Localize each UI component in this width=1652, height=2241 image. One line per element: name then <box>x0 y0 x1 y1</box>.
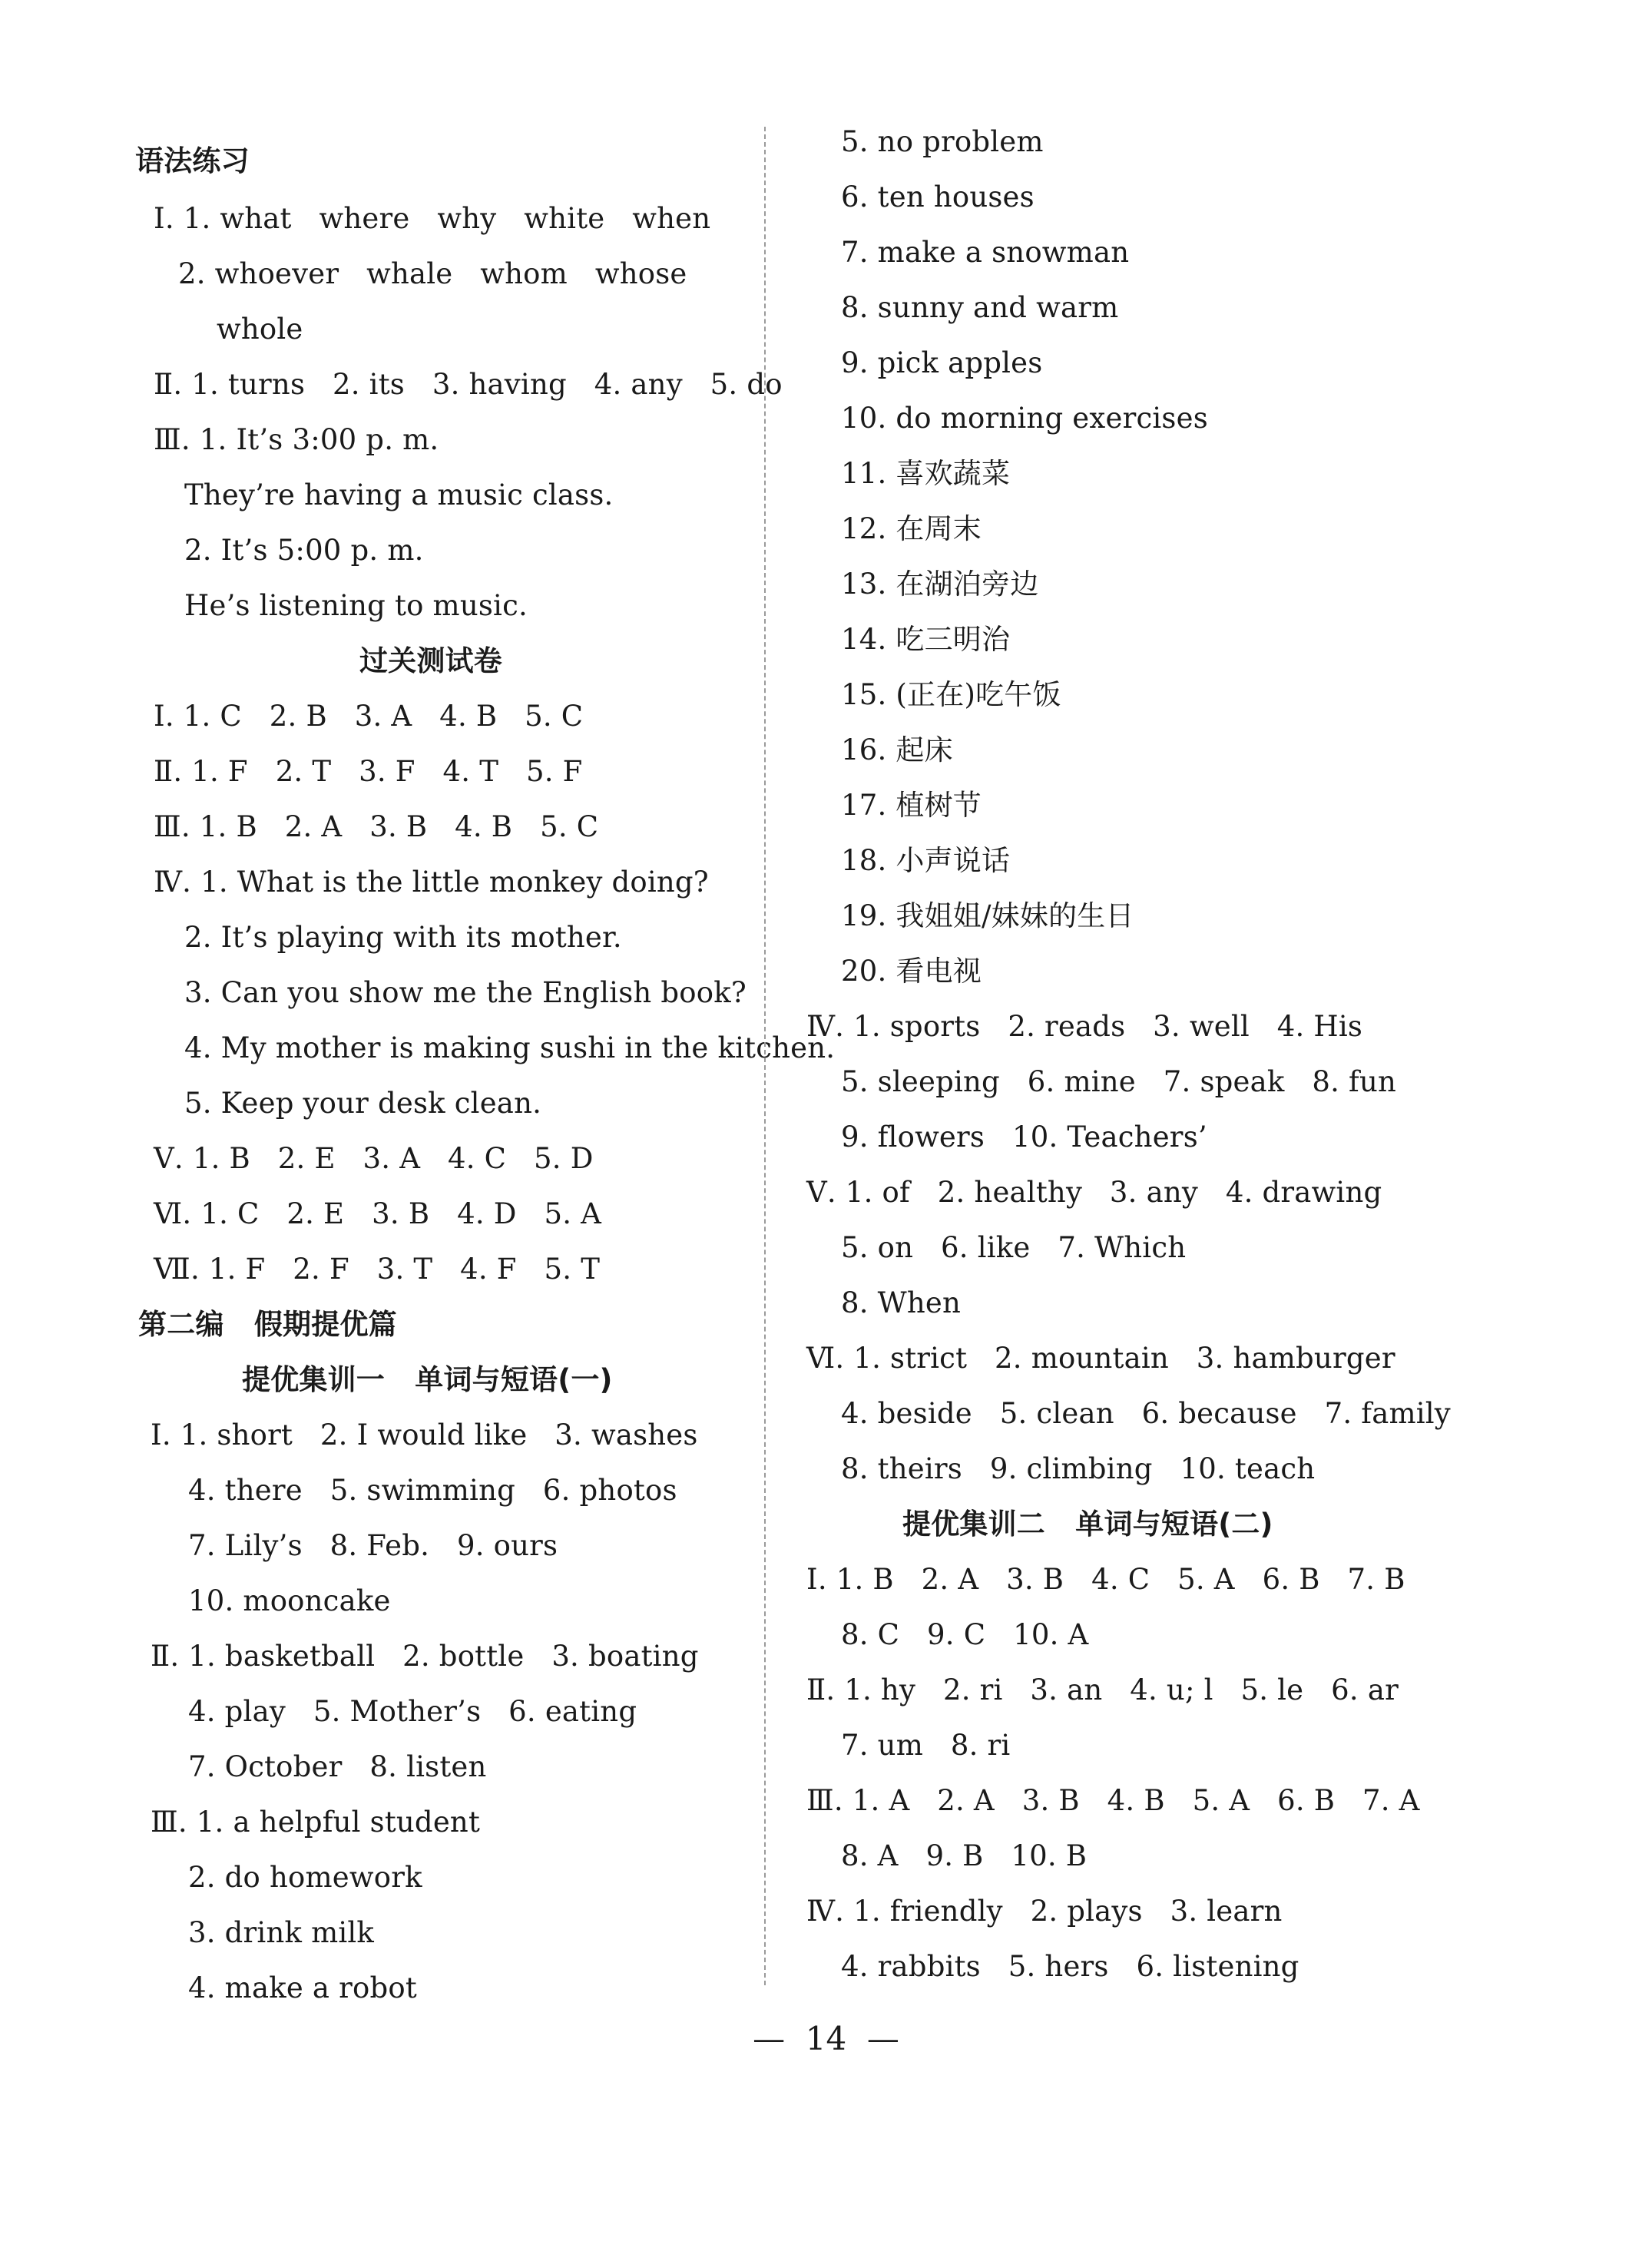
answer-line: Ⅱ. 1. basketball 2. bottle 3. boating <box>151 1640 699 1673</box>
answer-line: Ⅲ. 1. B 2. A 3. B 4. B 5. C <box>154 810 599 843</box>
answer-line: 19. 我姐姐/妹妹的生日 <box>841 899 1134 932</box>
answer-line: He’s listening to music. <box>184 589 528 622</box>
section-heading: 语法练习 <box>135 144 250 177</box>
answer-line: 5. Keep your desk clean. <box>184 1087 542 1120</box>
answer-line: 3. drink milk <box>188 1916 375 1949</box>
answer-line: 4. make a robot <box>188 1971 417 2004</box>
answer-line: 7. Lily’s 8. Feb. 9. ours <box>188 1529 558 1562</box>
answer-line: 11. 喜欢蔬菜 <box>841 457 1011 490</box>
answer-line: 4. rabbits 5. hers 6. listening <box>841 1950 1299 1983</box>
answer-line: 10. do morning exercises <box>841 402 1208 435</box>
answer-line: 4. there 5. swimming 6. photos <box>188 1474 677 1507</box>
section-heading: 提优集训一 单词与短语(一) <box>242 1363 613 1396</box>
answer-line: 10. mooncake <box>188 1584 391 1617</box>
answer-line: 18. 小声说话 <box>841 844 1011 877</box>
answer-line: Ⅰ. 1. what where why white when <box>154 202 711 235</box>
answer-line: 8. C 9. C 10. A <box>841 1618 1089 1651</box>
answer-line: Ⅰ. 1. C 2. B 3. A 4. B 5. C <box>154 700 584 733</box>
answer-line: 14. 吃三明治 <box>841 623 1011 656</box>
answer-line: 20. 看电视 <box>841 955 982 988</box>
page-number: — 14 — <box>753 2020 899 2057</box>
answer-line: 17. 植树节 <box>841 789 982 822</box>
answer-line: 4. beside 5. clean 6. because 7. family <box>841 1397 1451 1430</box>
answer-line: 13. 在湖泊旁边 <box>841 568 1039 601</box>
section-heading: 提优集训二 单词与短语(二) <box>902 1508 1273 1541</box>
section-heading: 过关测试卷 <box>359 644 502 677</box>
answer-line: Ⅴ. 1. B 2. E 3. A 4. C 5. D <box>154 1142 594 1175</box>
answer-line: 8. When <box>841 1286 962 1319</box>
answer-line: 5. no problem <box>841 125 1044 158</box>
answer-line: 9. pick apples <box>841 346 1043 379</box>
answer-line: Ⅵ. 1. C 2. E 3. B 4. D 5. A <box>154 1197 602 1230</box>
answer-line: Ⅰ. 1. B 2. A 3. B 4. C 5. A 6. B 7. B <box>806 1563 1405 1596</box>
answer-line: Ⅲ. 1. A 2. A 3. B 4. B 5. A 6. B 7. A <box>806 1784 1420 1817</box>
answer-line: Ⅰ. 1. short 2. I would like 3. washes <box>151 1418 698 1452</box>
answer-line: Ⅴ. 1. of 2. healthy 3. any 4. drawing <box>806 1176 1382 1209</box>
answer-line: Ⅱ. 1. turns 2. its 3. having 4. any 5. do <box>154 368 783 401</box>
answer-line: 3. Can you show me the English book? <box>184 976 747 1009</box>
answer-line: Ⅲ. 1. a helpful student <box>151 1806 481 1839</box>
answer-line: 8. A 9. B 10. B <box>841 1839 1088 1872</box>
answer-line: Ⅳ. 1. What is the little monkey doing? <box>154 866 709 899</box>
answer-line: Ⅱ. 1. hy 2. ri 3. an 4. u; l 5. le 6. ar <box>806 1673 1399 1706</box>
answer-line: 12. 在周末 <box>841 512 982 545</box>
column-divider <box>764 127 766 1985</box>
answer-line: 9. flowers 10. Teachers’ <box>841 1120 1207 1154</box>
answer-line: 8. theirs 9. climbing 10. teach <box>841 1452 1316 1485</box>
answer-line: 2. whoever whale whom whose <box>178 257 687 290</box>
section-heading: 第二编 假期提优篇 <box>138 1308 397 1341</box>
answer-line: Ⅱ. 1. F 2. T 3. F 4. T 5. F <box>154 755 583 788</box>
answer-line: 7. October 8. listen <box>188 1750 487 1783</box>
answer-line: whole <box>217 313 303 346</box>
answer-line: 15. (正在)吃午饭 <box>841 678 1061 711</box>
answer-line: 7. make a snowman <box>841 236 1130 269</box>
answer-line: 16. 起床 <box>841 733 953 766</box>
answer-line: Ⅳ. 1. sports 2. reads 3. well 4. His <box>806 1010 1363 1043</box>
answer-line: Ⅶ. 1. F 2. F 3. T 4. F 5. T <box>154 1253 601 1286</box>
answer-line: 2. It’s 5:00 p. m. <box>184 534 424 567</box>
answer-line: 2. It’s playing with its mother. <box>184 921 622 954</box>
answer-line: 5. on 6. like 7. Which <box>841 1231 1187 1264</box>
answer-line: Ⅳ. 1. friendly 2. plays 3. learn <box>806 1895 1283 1928</box>
answer-line: 4. play 5. Mother’s 6. eating <box>188 1695 637 1728</box>
answer-line: 5. sleeping 6. mine 7. speak 8. fun <box>841 1065 1396 1098</box>
answer-line: 8. sunny and warm <box>841 291 1119 324</box>
answer-line: 2. do homework <box>188 1861 422 1894</box>
answer-line: Ⅵ. 1. strict 2. mountain 3. hamburger <box>806 1342 1395 1375</box>
answer-line: They’re having a music class. <box>184 478 614 511</box>
answer-line: Ⅲ. 1. It’s 3:00 p. m. <box>154 423 439 456</box>
answer-line: 4. My mother is making sushi in the kitchen. <box>184 1031 836 1064</box>
answer-line: 7. um 8. ri <box>841 1729 1011 1762</box>
answer-line: 6. ten houses <box>841 180 1035 214</box>
